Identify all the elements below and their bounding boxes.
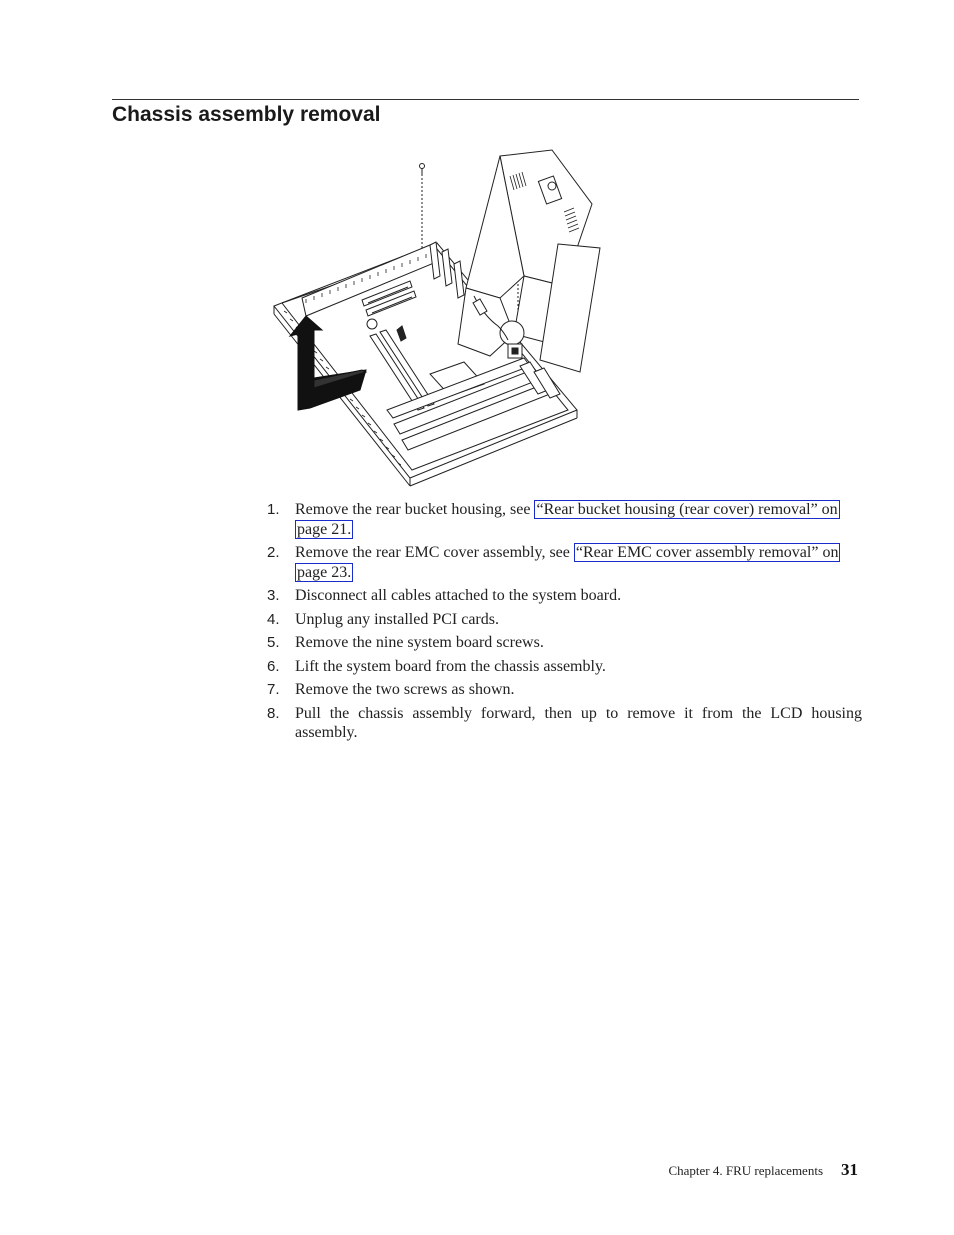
step-number: 8. xyxy=(267,704,280,722)
step-text: Remove the rear bucket housing, see xyxy=(295,501,535,518)
chassis-removal-illustration xyxy=(262,148,608,488)
section-heading: Chassis assembly removal xyxy=(112,103,381,126)
step-8 xyxy=(267,704,862,743)
step-3 xyxy=(267,586,862,606)
steps-list xyxy=(267,500,862,747)
step-text: Unplug any installed PCI cards. xyxy=(295,610,499,628)
step-6 xyxy=(267,657,862,677)
step-number: 1. xyxy=(267,501,280,518)
step-2 xyxy=(267,543,862,582)
step-text: Pull the chassis assembly forward, then up to remove it from the LCD housing assembly. xyxy=(295,704,862,741)
page-footer xyxy=(668,1160,858,1180)
step-number: 5. xyxy=(267,634,280,651)
step-5 xyxy=(267,633,862,653)
step-text: Lift the system board from the chassis assembly. xyxy=(295,657,606,675)
step-4 xyxy=(267,610,862,630)
step-text: Remove the nine system board screws. xyxy=(295,634,544,651)
step-7 xyxy=(267,680,862,700)
step-number: 3. xyxy=(267,587,280,604)
page-number: 31 xyxy=(841,1160,858,1179)
step-number: 6. xyxy=(267,657,280,675)
step-text: Remove the rear EMC cover assembly, see xyxy=(295,544,574,561)
step-number: 7. xyxy=(267,681,280,698)
step-text: Disconnect all cables attached to the system board. xyxy=(295,587,622,604)
step-1 xyxy=(267,500,862,539)
step-number: 4. xyxy=(267,610,280,628)
step-number: 2. xyxy=(267,544,280,561)
rear-bucket-housing-link[interactable]: “Rear bucket housing (rear cover) removal” on page 21. xyxy=(297,501,838,538)
step-text: Remove the two screws as shown. xyxy=(295,681,515,698)
footer-chapter: Chapter 4. FRU replacements xyxy=(668,1163,823,1178)
rear-emc-cover-link[interactable]: “Rear EMC cover assembly removal” on page 23. xyxy=(297,544,839,581)
